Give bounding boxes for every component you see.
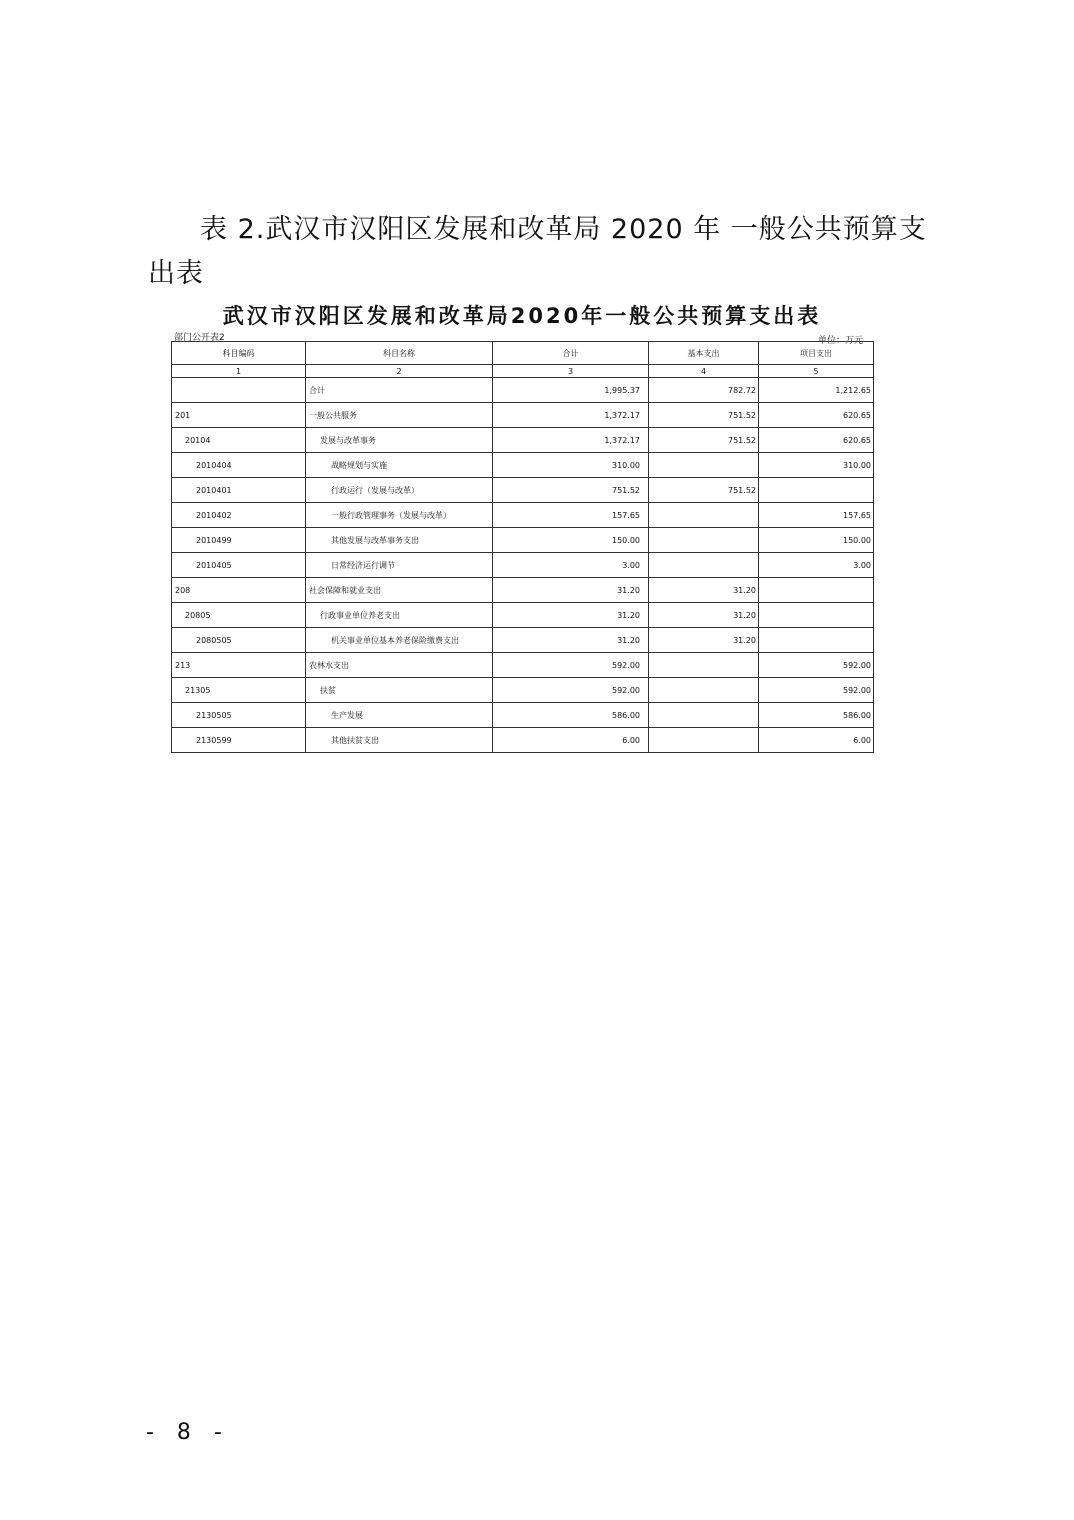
cell-name: 发展与改革事务 xyxy=(306,428,493,453)
cell-code: 2130505 xyxy=(172,703,306,728)
cell-code: 2010499 xyxy=(172,528,306,553)
col-header-basic: 基本支出 xyxy=(649,342,759,365)
column-index-row xyxy=(172,365,874,378)
cell-project: 586.00 xyxy=(759,703,874,728)
cell-project: 592.00 xyxy=(759,653,874,678)
cell-project: 310.00 xyxy=(759,453,874,478)
cell-total: 586.00 xyxy=(493,703,649,728)
cell-code: 213 xyxy=(172,653,306,678)
col-header-code: 科目编码 xyxy=(172,342,306,365)
cell-name: 社会保障和就业支出 xyxy=(306,578,493,603)
col-header-name: 科目名称 xyxy=(306,342,493,365)
cell-project: 6.00 xyxy=(759,728,874,753)
cell-code: 20805 xyxy=(172,603,306,628)
cell-basic: 31.20 xyxy=(649,578,759,603)
cell-name: 农林水支出 xyxy=(306,653,493,678)
cell-name: 合计 xyxy=(306,378,493,403)
cell-code: 21305 xyxy=(172,678,306,703)
page-number: - 8 - xyxy=(146,1420,230,1445)
table-body xyxy=(172,378,874,753)
table-row xyxy=(172,528,874,553)
cell-total: 3.00 xyxy=(493,553,649,578)
table-row xyxy=(172,628,874,653)
cell-code: 2130599 xyxy=(172,728,306,753)
cell-code: 2010401 xyxy=(172,478,306,503)
cell-total: 1,372.17 xyxy=(493,403,649,428)
page-heading: 表 2.武汉市汉阳区发展和改革局 2020 年 一般公共预算支出表 xyxy=(148,214,927,289)
cell-project: 1,212.65 xyxy=(759,378,874,403)
col-index: 1 xyxy=(172,365,306,378)
cell-name: 一般行政管理事务（发展与改革） xyxy=(306,503,493,528)
cell-name: 机关事业单位基本养老保险缴费支出 xyxy=(306,628,493,653)
cell-project: 592.00 xyxy=(759,678,874,703)
cell-project: 157.65 xyxy=(759,503,874,528)
table-row xyxy=(172,578,874,603)
cell-code: 201 xyxy=(172,403,306,428)
cell-project xyxy=(759,603,874,628)
cell-code: 2010402 xyxy=(172,503,306,528)
cell-project: 620.65 xyxy=(759,403,874,428)
table-row xyxy=(172,478,874,503)
cell-project: 150.00 xyxy=(759,528,874,553)
table-row xyxy=(172,603,874,628)
cell-code: 2010405 xyxy=(172,553,306,578)
header-row xyxy=(172,342,874,365)
cell-total: 1,372.17 xyxy=(493,428,649,453)
table-row xyxy=(172,553,874,578)
col-index: 3 xyxy=(493,365,649,378)
cell-total: 31.20 xyxy=(493,603,649,628)
col-header-project: 项目支出 xyxy=(759,342,874,365)
cell-total: 150.00 xyxy=(493,528,649,553)
cell-code: 2010404 xyxy=(172,453,306,478)
cell-basic xyxy=(649,678,759,703)
form-code-label: 部门公开表2 xyxy=(174,333,225,343)
col-index: 4 xyxy=(649,365,759,378)
cell-total: 1,995.37 xyxy=(493,378,649,403)
unit-label: 单位：万元 xyxy=(818,336,864,346)
cell-project xyxy=(759,628,874,653)
cell-name: 战略规划与实施 xyxy=(306,453,493,478)
table-row xyxy=(172,728,874,753)
table-row xyxy=(172,428,874,453)
cell-basic xyxy=(649,528,759,553)
col-header-total: 合计 xyxy=(493,342,649,365)
table-row xyxy=(172,703,874,728)
col-index: 2 xyxy=(306,365,493,378)
cell-basic xyxy=(649,553,759,578)
cell-basic xyxy=(649,728,759,753)
cell-project: 3.00 xyxy=(759,553,874,578)
cell-basic: 31.20 xyxy=(649,603,759,628)
col-index: 5 xyxy=(759,365,874,378)
cell-basic: 782.72 xyxy=(649,378,759,403)
cell-code: 20104 xyxy=(172,428,306,453)
cell-basic: 31.20 xyxy=(649,628,759,653)
cell-basic: 751.52 xyxy=(649,478,759,503)
cell-total: 31.20 xyxy=(493,628,649,653)
cell-basic xyxy=(649,703,759,728)
cell-basic: 751.52 xyxy=(649,403,759,428)
cell-project xyxy=(759,478,874,503)
table-row xyxy=(172,678,874,703)
cell-name: 日常经济运行调节 xyxy=(306,553,493,578)
cell-name: 行政运行（发展与改革） xyxy=(306,478,493,503)
cell-total: 592.00 xyxy=(493,653,649,678)
cell-total: 157.65 xyxy=(493,503,649,528)
cell-total: 751.52 xyxy=(493,478,649,503)
cell-basic: 751.52 xyxy=(649,428,759,453)
cell-project xyxy=(759,578,874,603)
cell-total: 310.00 xyxy=(493,453,649,478)
budget-table xyxy=(171,341,874,753)
cell-total: 31.20 xyxy=(493,578,649,603)
table-row xyxy=(172,453,874,478)
table-row xyxy=(172,653,874,678)
table-row xyxy=(172,503,874,528)
cell-basic xyxy=(649,653,759,678)
cell-total: 6.00 xyxy=(493,728,649,753)
cell-code: 208 xyxy=(172,578,306,603)
cell-name: 行政事业单位养老支出 xyxy=(306,603,493,628)
cell-code: 2080505 xyxy=(172,628,306,653)
cell-basic xyxy=(649,503,759,528)
cell-code xyxy=(172,378,306,403)
table-title: 武汉市汉阳区发展和改革局2020年一般公共预算支出表 xyxy=(222,304,822,328)
table-row xyxy=(172,403,874,428)
cell-project: 620.65 xyxy=(759,428,874,453)
cell-name: 一般公共服务 xyxy=(306,403,493,428)
cell-total: 592.00 xyxy=(493,678,649,703)
table-row xyxy=(172,378,874,403)
cell-name: 其他扶贫支出 xyxy=(306,728,493,753)
cell-name: 生产发展 xyxy=(306,703,493,728)
cell-name: 其他发展与改革事务支出 xyxy=(306,528,493,553)
cell-name: 扶贫 xyxy=(306,678,493,703)
cell-basic xyxy=(649,453,759,478)
